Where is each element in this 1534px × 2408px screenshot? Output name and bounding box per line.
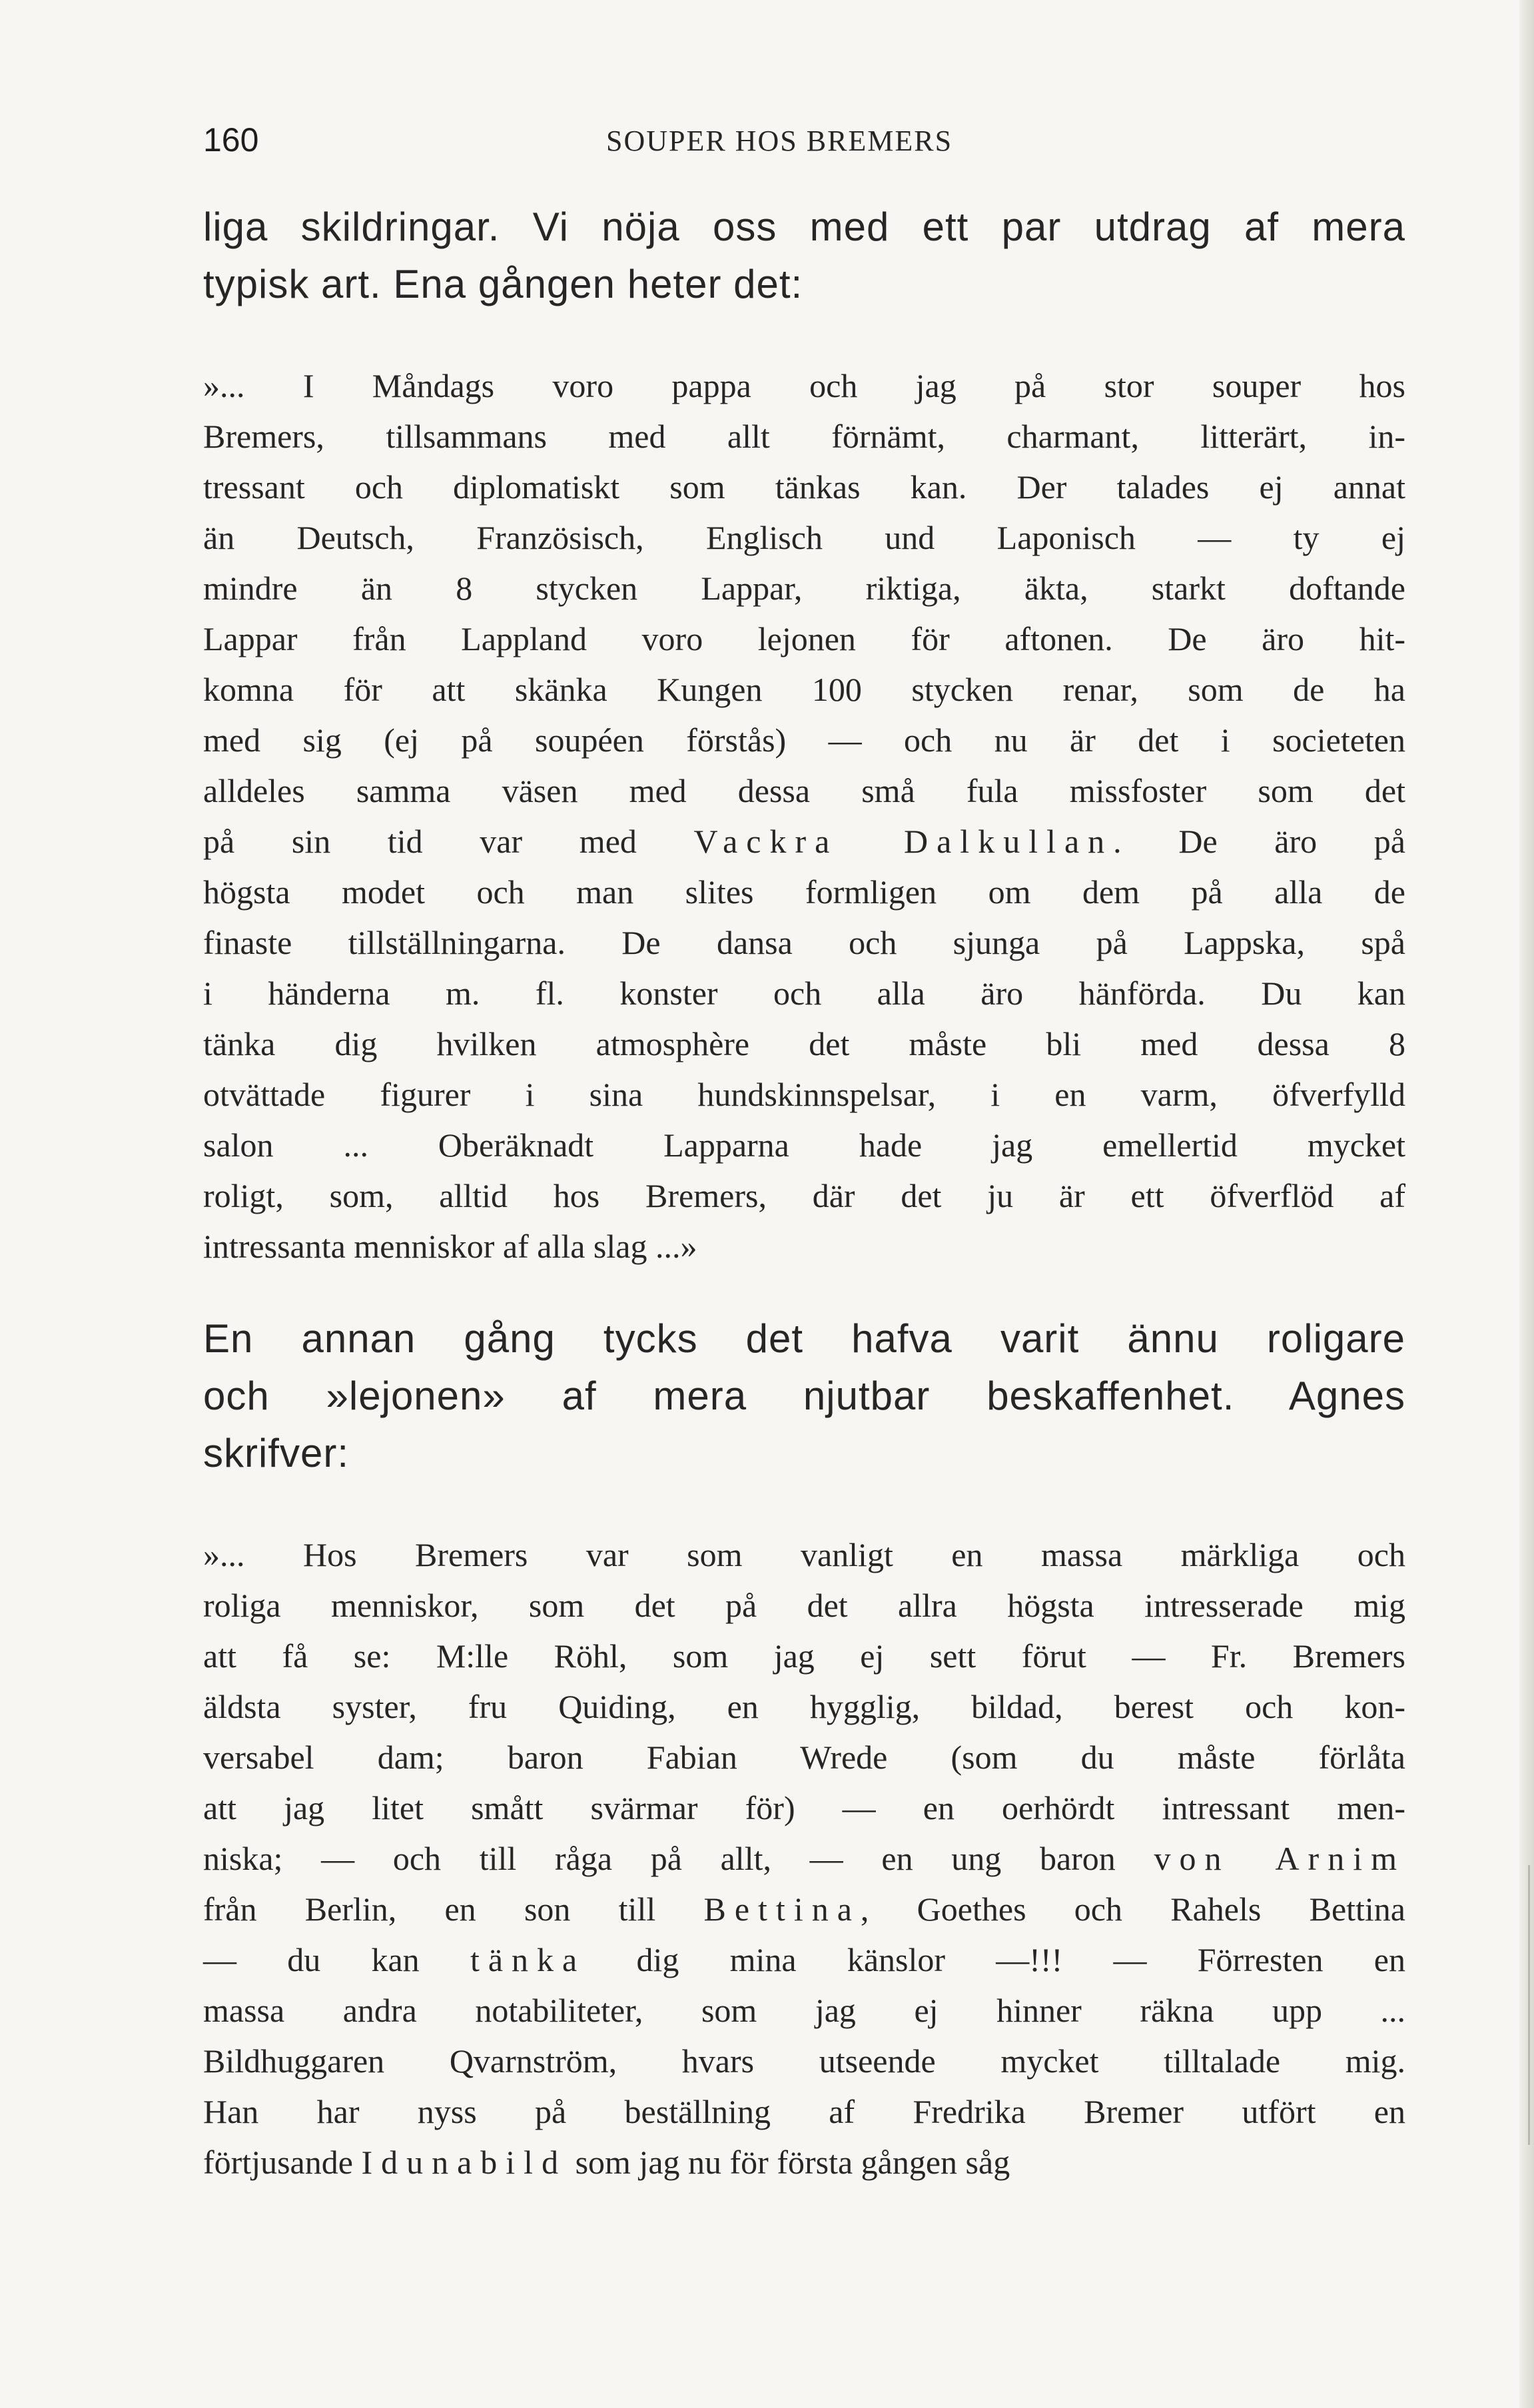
- text-line: salon ... Oberäknadt Lapparna hade jag emellertid mycket: [203, 1126, 1405, 1164]
- page-edge-shadow: [1519, 0, 1534, 2408]
- text-line: roliga menniskor, som det på det allra högsta intresserade mig: [203, 1587, 1405, 1624]
- text-line: massa andra notabiliteter, som jag ej hinner räkna upp ...: [203, 1992, 1405, 2029]
- line-text: från Berlin, en son till: [203, 1890, 704, 1928]
- text-line: [203, 816, 1405, 867]
- page-edge-line: [1528, 1865, 1530, 2145]
- text-line: roligt, som, alltid hos Bremers, där det ju är ett öfverflöd af: [203, 1177, 1405, 1214]
- text-line: skrifver:: [203, 1431, 349, 1475]
- intro-paragraph: [203, 199, 1405, 313]
- line-text: på sin tid var med: [203, 823, 694, 860]
- text-line: äldsta syster, fru Quiding, en hygglig, bildad, berest och kon-: [203, 1688, 1405, 1725]
- line-text: förtjusande: [203, 2144, 362, 2181]
- page-number: 160: [203, 121, 259, 159]
- text-line: [203, 1833, 1405, 1884]
- text-line: [203, 1884, 1405, 1934]
- text-line: »... Hos Bremers var som vanligt en massa märkliga och: [203, 1536, 1405, 1573]
- text-line: högsta modet och man slites formligen om dem på alla de: [203, 873, 1405, 911]
- text-line: mindre än 8 stycken Lappar, riktiga, äkta, starkt doftande: [203, 570, 1405, 607]
- text-line: att jag litet smått svärmar för) — en oerhördt intressant men-: [203, 1789, 1405, 1826]
- text-line: En annan gång tycks det hafva varit ännu roligare: [203, 1316, 1405, 1361]
- text-line: tänka dig hvilken atmosphère det måste bli med dessa 8: [203, 1025, 1405, 1062]
- spaced-emphasis: Idunabild: [361, 2144, 568, 2181]
- text-line: i händerna m. fl. konster och alla äro hänförda. Du kan: [203, 975, 1405, 1012]
- text-line: liga skildringar. Vi nöja oss med ett par utdrag af mera: [203, 204, 1405, 249]
- line-text: niska; — och till råga på allt, — en ung baron: [203, 1840, 1154, 1877]
- text-line: otvättade figurer i sina hundskinnspelsar, i en varm, öfverfylld: [203, 1076, 1405, 1113]
- text-line: intressanta menniskor af alla slag ...»: [203, 1228, 697, 1265]
- text-line: komna för att skänka Kungen 100 stycken renar, som de ha: [203, 671, 1405, 708]
- line-text: som jag nu för första gången såg: [567, 2144, 1010, 2181]
- quote-paragraph-1: [203, 360, 1405, 1272]
- text-line: Bremers, tillsammans med allt förnämt, charmant, litterärt, in-: [203, 418, 1405, 455]
- text-line: än Deutsch, Französisch, Englisch und Laponisch — ty ej: [203, 519, 1405, 556]
- page-header: [203, 117, 1395, 163]
- text-line: [203, 2137, 1405, 2188]
- text-line: finaste tillställningarna. De dansa och sjunga på Lappska, spå: [203, 924, 1405, 961]
- line-text: — du kan: [203, 1941, 470, 1978]
- text-line: tressant och diplomatiskt som tänkas kan. Der talades ej annat: [203, 468, 1405, 506]
- middle-paragraph: [203, 1310, 1405, 1482]
- text-line: med sig (ej på soupéen förstås) — och nu är det i societeten: [203, 721, 1405, 759]
- text-line: »... I Måndags voro pappa och jag på stor souper hos: [203, 367, 1405, 404]
- text-line: Han har nyss på beställning af Fredrika Bremer utfört en: [203, 2093, 1405, 2130]
- line-text: . De äro på: [1113, 823, 1405, 860]
- text-line: och »lejonen» af mera njutbar beskaffenhet. Agnes: [203, 1374, 1405, 1418]
- running-title: SOUPER HOS BREMERS: [606, 125, 953, 157]
- line-text: , Goethes och Rahels Bettina: [860, 1890, 1405, 1928]
- quote-paragraph-2: [203, 1529, 1405, 2188]
- spaced-emphasis: Bettina: [703, 1890, 861, 1928]
- text-line: Lappar från Lappland voro lejonen för aftonen. De äro hit-: [203, 620, 1405, 657]
- spaced-emphasis: tänka: [470, 1941, 586, 1978]
- spaced-emphasis: von Arnim: [1154, 1840, 1405, 1877]
- line-text: dig mina känslor —!!! — Förresten en: [585, 1941, 1405, 1978]
- text-line: typisk art. Ena gången heter det:: [203, 262, 803, 306]
- text-line: versabel dam; baron Fabian Wrede (som du måste förlåta: [203, 1739, 1405, 1776]
- spaced-emphasis: Vackra Dalkullan: [693, 823, 1114, 860]
- text-line: Bildhuggaren Qvarnström, hvars utseende mycket tilltalade mig.: [203, 2042, 1405, 2080]
- text-line: [203, 1934, 1405, 1985]
- text-line: alldeles samma väsen med dessa små fula missfoster som det: [203, 772, 1405, 809]
- text-line: att få se: M:lle Röhl, som jag ej sett förut — Fr. Bremers: [203, 1637, 1405, 1675]
